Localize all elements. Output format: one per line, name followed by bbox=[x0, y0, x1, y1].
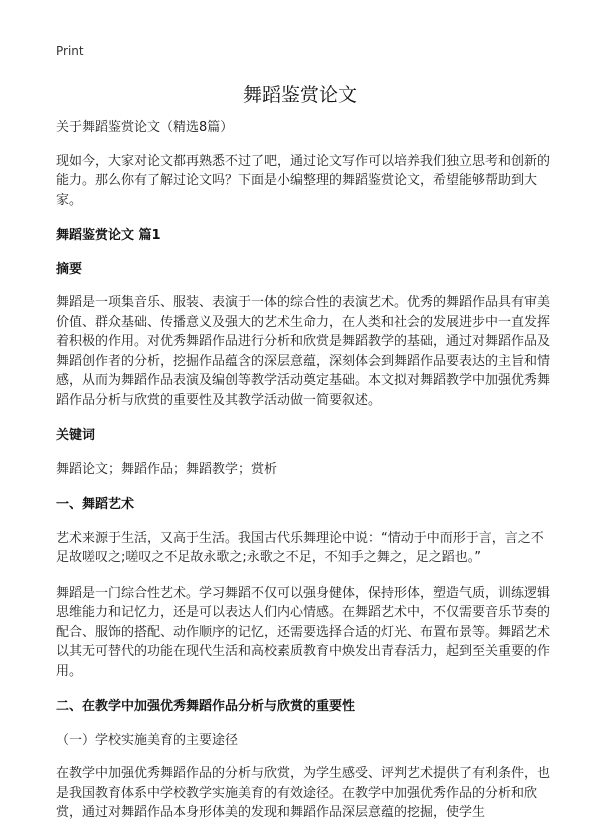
section-heading-importance: 二、在教学中加强优秀舞蹈作品分析与欣赏的重要性 bbox=[56, 699, 356, 714]
page-title: 舞蹈鉴赏论文 bbox=[242, 84, 357, 106]
intro-paragraph: 现如今，大家对论文都再熟悉不过了吧，通过论文写作可以培养我们独立思考和创新的能力。那么你有了解过论文吗？下面是小编整理的舞蹈鉴赏论文，希望能够帮助到大家。 bbox=[56, 153, 551, 208]
document-subtitle: 关于舞蹈鉴赏论文（精选8篇） bbox=[56, 120, 234, 135]
print-link[interactable]: Print bbox=[56, 44, 84, 58]
keywords-paragraph: 舞蹈论文；舞蹈作品；舞蹈教学；赏析 bbox=[56, 461, 278, 477]
document-body bbox=[56, 118, 551, 839]
article-title: 舞蹈鉴赏论文 篇1 bbox=[56, 228, 161, 243]
section-heading-dance-art: 一、舞蹈艺术 bbox=[56, 497, 135, 512]
section1-paragraph-1: 艺术来源于生活，又高于生活。我国古代乐舞理论中说：“情动于中而形于言，言之不足故嗟叹之;嗟叹之不足故永歌之;永歌之不足，不知手之舞之，足之蹈也。” bbox=[56, 530, 544, 565]
keywords-heading: 关键词 bbox=[56, 428, 96, 443]
subsection-heading-aesthetic-education: （一）学校实施美育的主要途径 bbox=[56, 732, 239, 748]
subsection1-paragraph-1: 在教学中加强优秀舞蹈作品的分析与欣赏，为学生感受、评判艺术提供了有利条件，也是我国教育体系中学校教学实施美育的有效途径。在教学中加强优秀作品的分析和欣赏，通过对舞蹈作品本身形体美的发现和舞蹈作品深层意蕴的挖掘，使学生 bbox=[56, 766, 551, 820]
abstract-paragraph: 舞蹈是一项集音乐、服装、表演于一体的综合性的表演艺术。优秀的舞蹈作品具有审美价值、群众基础、传播意义及强大的艺术生命力，在人类和社会的发展进步中一直发挥着积极的作用。对优秀舞蹈作品进行分析和欣赏是舞蹈教学的基础，通过对舞蹈作品及舞蹈创作者的分析，挖掘作品蕴含的深层意蕴，深刻体会到舞蹈作品要表达的主旨和情感，从而为舞蹈作品表演及编创等教学活动奠定基础。本文拟对舞蹈教学中加强优秀舞蹈作品分析与欣赏的重要性及其教学活动做一简要叙述。 bbox=[56, 295, 551, 408]
abstract-heading: 摘要 bbox=[56, 261, 83, 277]
section1-paragraph-2: 舞蹈是一门综合性艺术。学习舞蹈不仅可以强身健体，保持形体，塑造气质，训练逻辑思维能力和记忆力，还是可以表达人们内心情感。在舞蹈艺术中，不仅需要音乐节奏的配合、服饰的搭配、动作顺序的记忆，还需要选择合适的灯光、布置布景等。舞蹈艺术以其无可替代的功能在现代生活和高校素质教育中焕发出青春活力，起到至关重要的作用。 bbox=[56, 585, 551, 679]
